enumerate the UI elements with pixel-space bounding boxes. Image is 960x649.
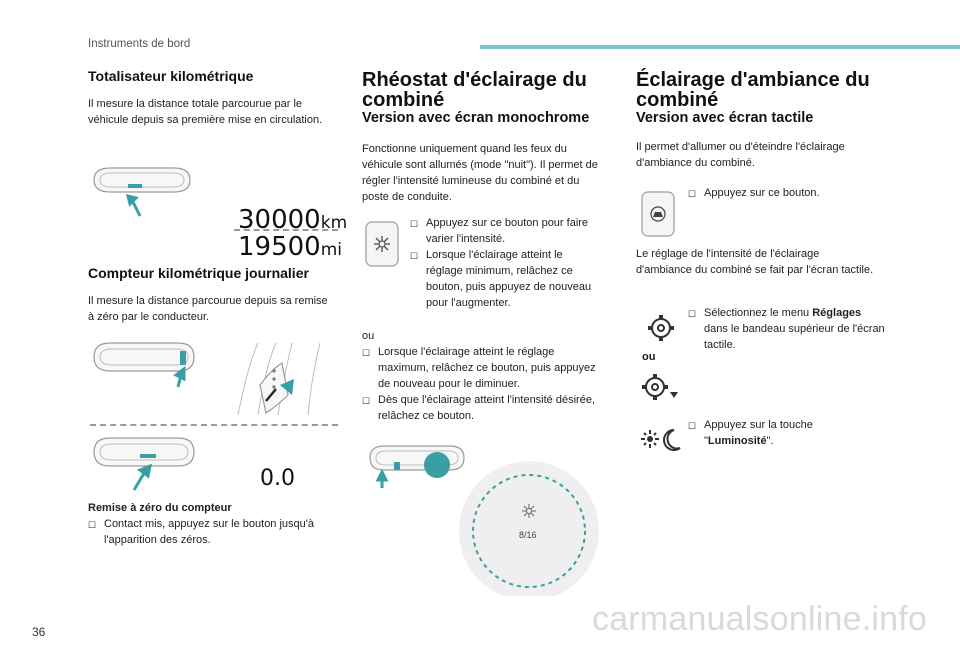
- rheostat-subtitle: Version avec écran monochrome: [362, 110, 590, 126]
- checkbox-bullet-icon: ☐: [362, 348, 371, 358]
- odometer-button-illustration: [88, 160, 198, 220]
- chevron-down-icon: [670, 392, 678, 398]
- journalier-text: Il mesure la distance parcourue depuis sa remise à zéro par le conducteur.: [88, 295, 328, 323]
- ambiance-bullet-3: [688, 417, 878, 449]
- list-item: ☐ Sélectionnez le menu Réglages dans le bandeau supérieur de l'écran tactile.: [688, 307, 885, 351]
- checkbox-bullet-icon: ☐: [410, 219, 419, 229]
- trip-display: 0.0: [260, 466, 295, 491]
- mi-value: 19500: [238, 232, 321, 262]
- checkbox-bullet-icon: ☐: [410, 251, 419, 261]
- mi-unit: mi: [320, 240, 343, 260]
- list-item: ☐ Contact mis, appuyez sur le bouton jusqu'à l'apparition des zéros.: [88, 518, 314, 546]
- header-rule: [480, 45, 960, 49]
- reset-title: Remise à zéro du compteur: [88, 502, 232, 514]
- brightness-dial-illustration: [454, 456, 604, 596]
- list-item: ☐ Dès que l'éclairage atteint l'intensité désirée, relâchez ce bouton.: [362, 394, 595, 422]
- list-item: ☐ Appuyez sur ce bouton.: [688, 185, 878, 202]
- ambiance-text-2: Le réglage de l'intensité de l'éclairage d'ambiance du combiné se fait par l'écran tactile.: [636, 248, 874, 276]
- rheostat-intro: Fonctionne uniquement quand les feux du véhicule sont allumés (mode "nuit"). Il permet de régler l'intensité lumineuse du combiné et du poste de conduite.: [362, 143, 598, 203]
- checkbox-bullet-icon: ☐: [688, 309, 697, 319]
- totalisateur-title: Totalisateur kilométrique: [88, 68, 254, 84]
- odometer-mi-display: [238, 232, 342, 262]
- ambiance-bullet-2: [688, 305, 888, 353]
- page-number: 36: [32, 625, 46, 639]
- ambient-button: [640, 190, 676, 238]
- km-unit: km: [320, 213, 348, 233]
- rheostat-bullets: [410, 215, 600, 311]
- dimmer-button-icon: [364, 220, 400, 268]
- list-item: ☐ Appuyez sur ce bouton pour faire varier l'intensité.: [410, 217, 589, 245]
- watermark: carmanualsonline.info: [592, 600, 927, 638]
- gear-dropdown-icon: [640, 372, 684, 402]
- dial-value: 8/16: [519, 530, 537, 540]
- rheostat-bullets-2: [362, 344, 602, 424]
- rheostat-title: Rhéostat d'éclairage du combiné: [362, 69, 587, 111]
- list-item: ☐ Appuyez sur la touche "Luminosité".: [688, 419, 813, 447]
- rheostat-or: ou: [362, 330, 375, 342]
- checkbox-bullet-icon: ☐: [688, 421, 697, 431]
- totalisateur-text: Il mesure la distance totale parcourue par le véhicule depuis sa première mise en circulation.: [88, 98, 323, 126]
- trip-divider: [90, 424, 338, 426]
- ambiance-intro: Il permet d'allumer ou d'éteindre l'éclairage d'ambiance du combiné.: [636, 141, 845, 169]
- list-item: ☐ Lorsque l'éclairage atteint le réglage maximum, relâchez ce bouton, puis appuyez de nouveau pour le diminuer.: [362, 346, 596, 390]
- trip-button-illustration: [88, 335, 340, 425]
- odometer-divider: [234, 229, 338, 231]
- checkbox-bullet-icon: ☐: [362, 396, 371, 406]
- km-value: 30000: [238, 205, 321, 235]
- journalier-title: Compteur kilométrique journalier: [88, 265, 309, 281]
- gear-icon: [646, 313, 676, 343]
- dimmer-press-indicator: [424, 452, 450, 478]
- ambiance-title: Éclairage d'ambiance du combiné: [636, 69, 870, 111]
- ambiance-subtitle: Version avec écran tactile: [636, 110, 814, 126]
- ambiance-or: ou: [642, 351, 656, 363]
- sun-moon-icon: [636, 424, 686, 454]
- running-header: Instruments de bord: [88, 38, 191, 50]
- reset-bullet-list: [88, 516, 342, 548]
- checkbox-bullet-icon: ☐: [688, 189, 697, 199]
- list-item: ☐ Lorsque l'éclairage atteint le réglage minimum, relâchez ce bouton, puis appuyez de nouveau pour l'augmenter.: [410, 249, 592, 309]
- checkbox-bullet-icon: ☐: [88, 520, 97, 530]
- ambiance-bullet-1: [688, 185, 878, 202]
- trip-reset-illustration: [88, 430, 200, 500]
